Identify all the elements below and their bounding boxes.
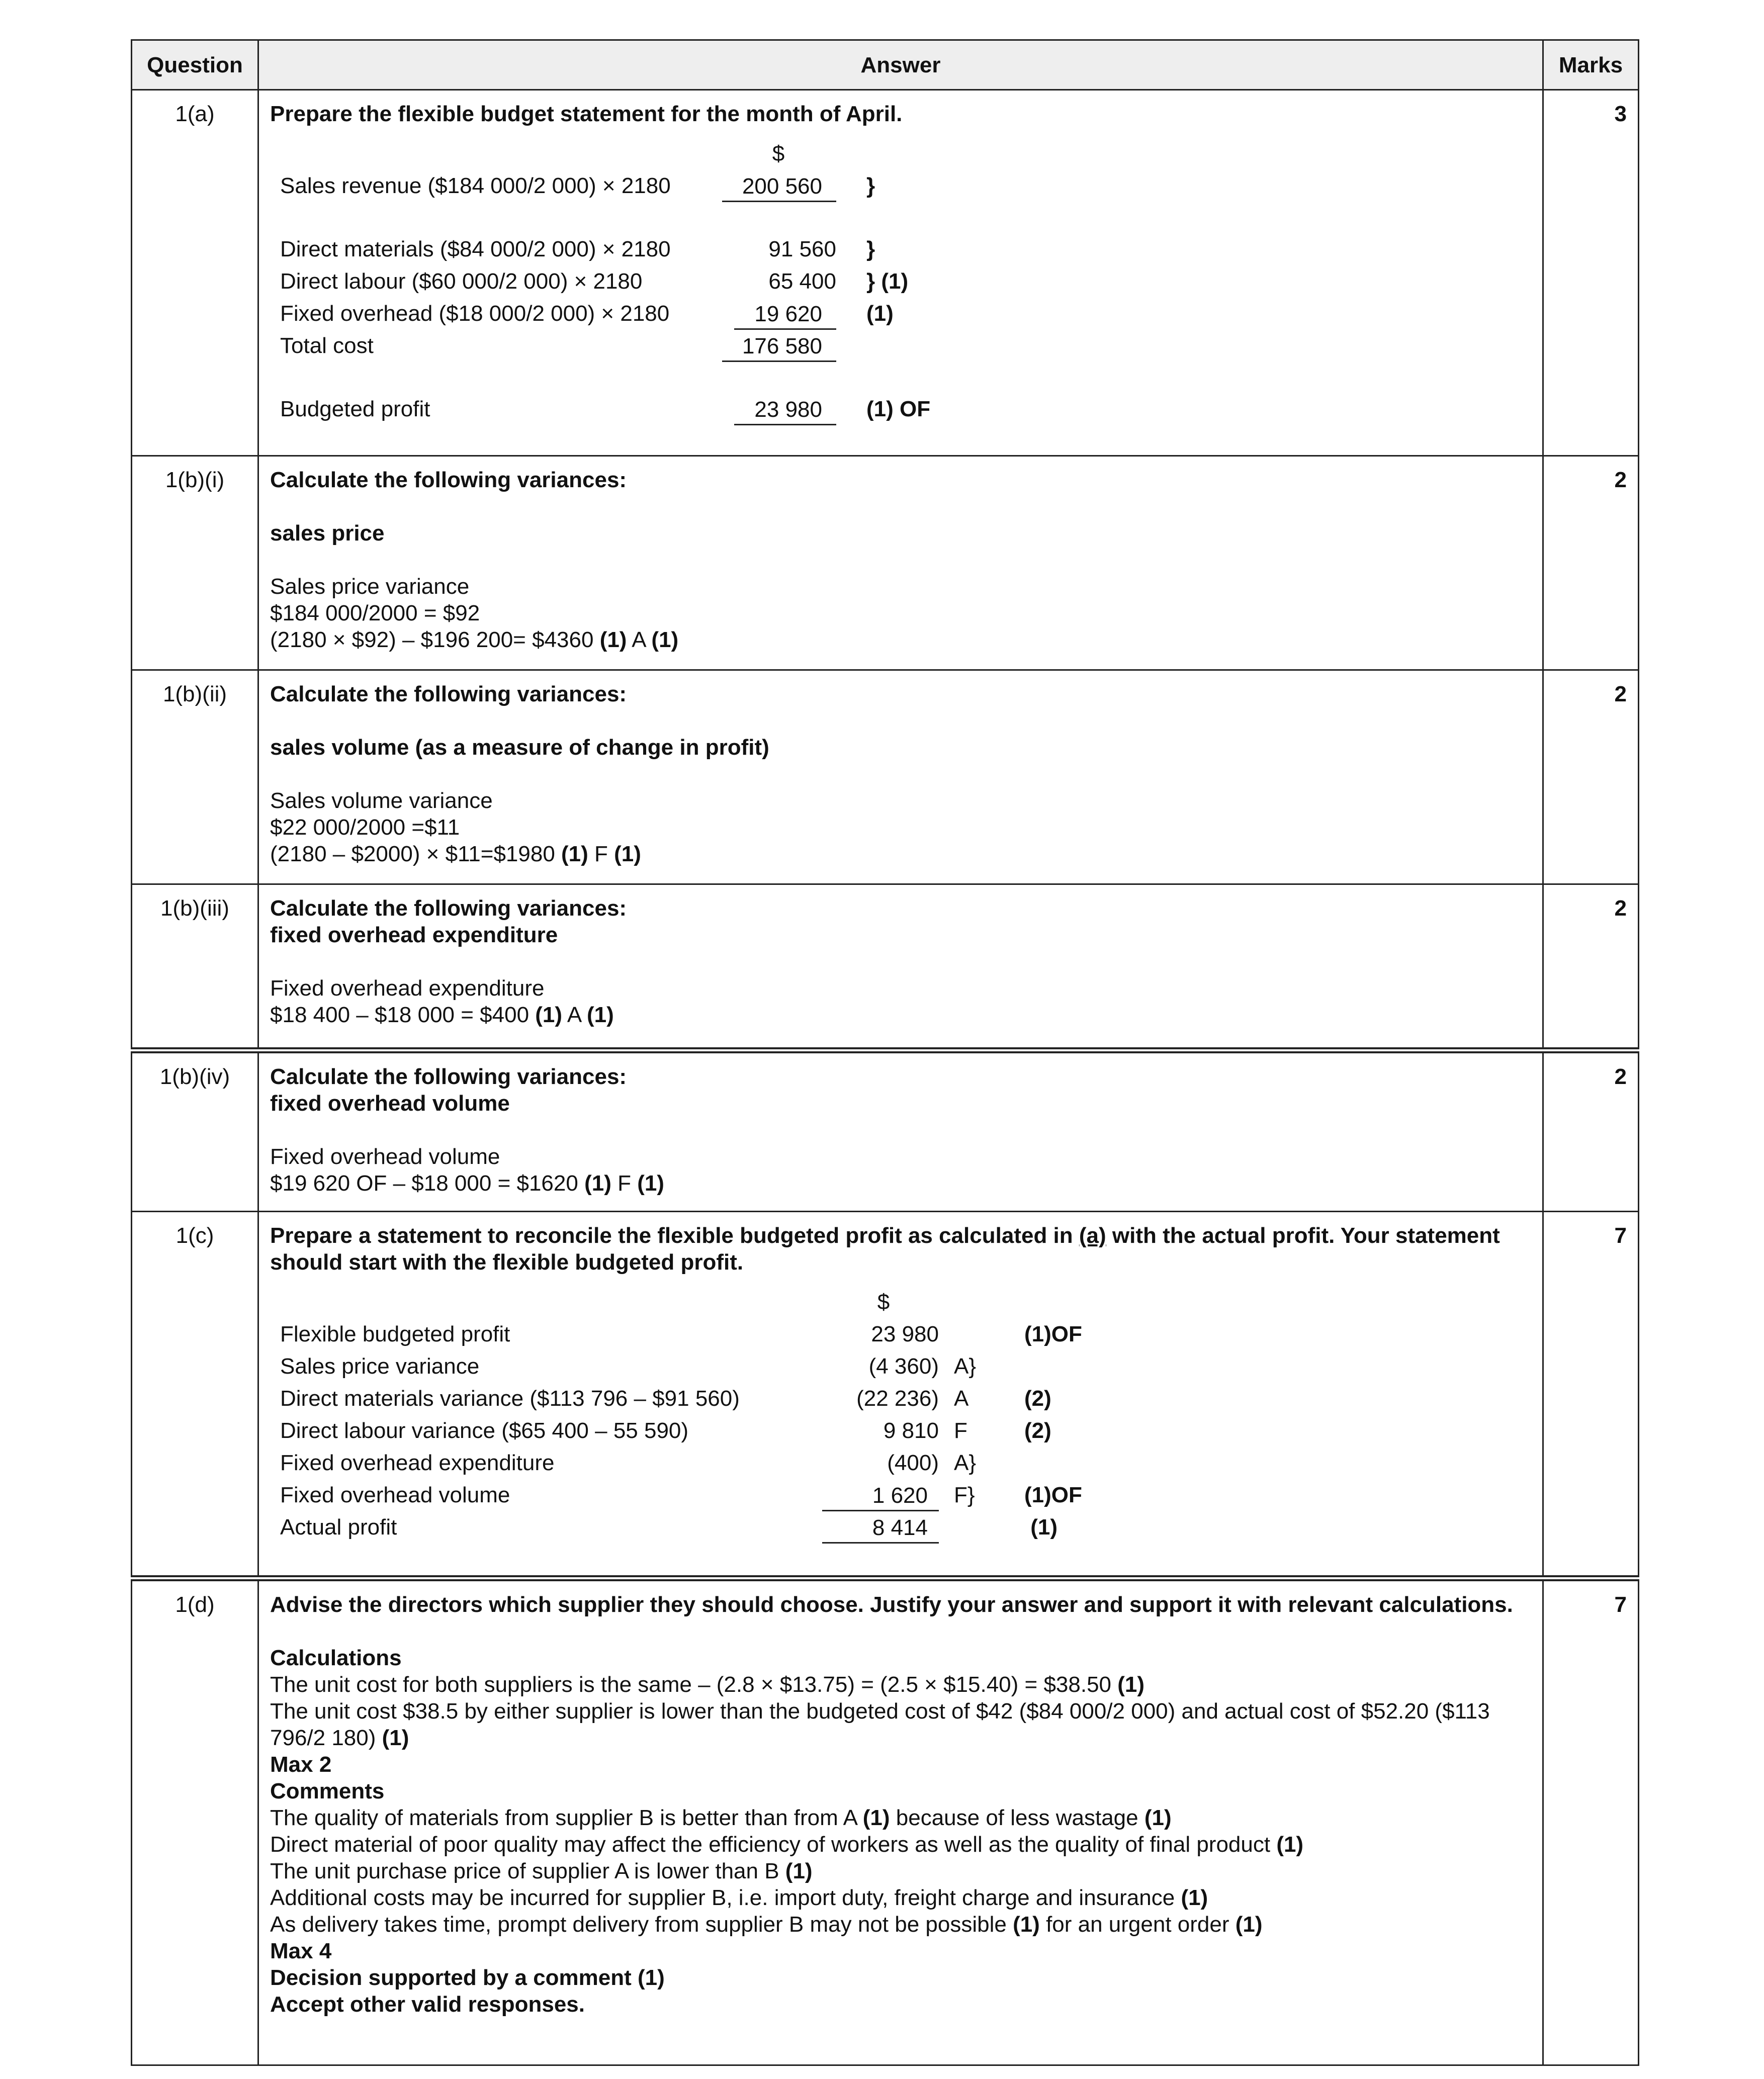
answer-line: Fixed overhead volume bbox=[270, 1144, 500, 1169]
question-subpart: fixed overhead expenditure bbox=[270, 923, 558, 947]
row-mark: (1) OF bbox=[866, 397, 931, 421]
answer-cell bbox=[258, 90, 1543, 456]
question-subpart: fixed overhead volume bbox=[270, 1091, 510, 1116]
row-mark: } bbox=[866, 237, 875, 261]
profit-reconciliation-statement bbox=[280, 1289, 1082, 1546]
answer-line: Sales volume variance bbox=[270, 788, 493, 813]
row-amount: 65 400 bbox=[768, 269, 836, 294]
row-label: Sales revenue ($184 000/2 000) × 2180 bbox=[280, 173, 671, 198]
decision-note: Decision supported by a comment (1) bbox=[270, 1965, 665, 1990]
header-answer: Answer bbox=[258, 40, 1543, 90]
row-label: Direct labour ($60 000/2 000) × 2180 bbox=[280, 269, 643, 294]
question-row-1a bbox=[132, 90, 1639, 456]
question-row-1biii bbox=[132, 884, 1639, 1050]
marks-value: 7 bbox=[1543, 1578, 1639, 2065]
statement-row: Flexible budgeted profit 23 980 (1)OF bbox=[280, 1321, 1082, 1346]
answer-cell bbox=[258, 1578, 1543, 2065]
answer-line: As delivery takes time, prompt delivery from supplier B may not be possible (1) for an urgent order (1) bbox=[270, 1912, 1263, 1937]
answer-cell bbox=[258, 1211, 1543, 1578]
accept-note: Accept other valid responses. bbox=[270, 1992, 585, 2017]
row-label: Budgeted profit bbox=[280, 397, 430, 421]
row-label: Total cost bbox=[280, 333, 374, 358]
max-marks-note: Max 4 bbox=[270, 1939, 332, 1963]
question-row-1c bbox=[132, 1211, 1639, 1578]
calculations-heading: Calculations bbox=[270, 1646, 402, 1670]
max-marks-note: Max 2 bbox=[270, 1752, 332, 1777]
row-label: Direct materials ($84 000/2 000) × 2180 bbox=[280, 237, 671, 261]
answer-line: $18 400 – $18 000 = $400 (1) A (1) bbox=[270, 1003, 614, 1027]
answer-line: Fixed overhead expenditure bbox=[270, 976, 545, 1001]
statement-row: Sales price variance (4 360) A} bbox=[280, 1353, 977, 1379]
question-row-1d bbox=[132, 1578, 1639, 2065]
answer-line: Direct material of poor quality may affect the efficiency of workers as well as the quality of final product (1) bbox=[270, 1832, 1304, 1857]
statement-row bbox=[280, 172, 930, 205]
question-number: 1(b)(i) bbox=[132, 456, 258, 670]
answer-line: The unit purchase price of supplier A is lower than B (1) bbox=[270, 1859, 813, 1883]
answer-line: $19 620 OF – $18 000 = $1620 (1) F (1) bbox=[270, 1170, 664, 1196]
question-prompt: Calculate the following variances: bbox=[270, 468, 627, 492]
question-number: 1(b)(iv) bbox=[132, 1050, 258, 1212]
marks-value: 2 bbox=[1543, 1050, 1639, 1212]
question-prompt: Calculate the following variances: bbox=[270, 682, 627, 706]
question-row-1bii bbox=[132, 670, 1639, 884]
row-label: Fixed overhead ($18 000/2 000) × 2180 bbox=[280, 301, 670, 326]
marks-value: 2 bbox=[1543, 456, 1639, 670]
row-mark bbox=[851, 332, 930, 365]
statement-row bbox=[280, 332, 930, 365]
header-marks: Marks bbox=[1543, 40, 1639, 90]
row-amount: 176 580 bbox=[722, 332, 836, 362]
question-row-1biv bbox=[132, 1050, 1639, 1212]
answer-cell bbox=[258, 670, 1543, 884]
question-number: 1(b)(iii) bbox=[132, 884, 258, 1050]
question-number: 1(d) bbox=[132, 1578, 258, 2065]
statement-row bbox=[280, 396, 930, 428]
comments-heading: Comments bbox=[270, 1779, 385, 1803]
statement-row bbox=[280, 300, 930, 332]
answer-cell bbox=[258, 456, 1543, 670]
answer-line: Additional costs may be incurred for supplier B, i.e. import duty, freight charge and insurance (1) bbox=[270, 1885, 1208, 1910]
question-row-1bi bbox=[132, 456, 1639, 670]
flexible-budget-statement bbox=[280, 140, 930, 428]
marks-value: 3 bbox=[1543, 90, 1639, 456]
answer-cell bbox=[258, 884, 1543, 1050]
question-prompt: Prepare a statement to reconcile the flexible budgeted profit as calculated in (a) with the actual profit. Your statement should start with the flexible budgeted profit. bbox=[270, 1223, 1500, 1275]
part-reference: (a) bbox=[1079, 1223, 1106, 1248]
mark-scheme-table bbox=[131, 39, 1639, 2066]
answer-line: The quality of materials from supplier B is better than from A (1) because of less wastage (1) bbox=[270, 1805, 1172, 1830]
answer-line: (2180 × $92) – $196 200= $4360 (1) A (1) bbox=[270, 627, 679, 652]
statement-row: Direct materials variance ($113 796 – $91 560) (22 236) A (2) bbox=[280, 1386, 1051, 1411]
statement-row: Fixed overhead expenditure (400) A} bbox=[280, 1450, 977, 1475]
answer-line: The unit cost for both suppliers is the same – (2.8 × $13.75) = (2.5 × $15.40) = $38.50 (1) bbox=[270, 1672, 1145, 1697]
question-prompt: Calculate the following variances: bbox=[270, 1064, 627, 1089]
header-question: Question bbox=[132, 40, 258, 90]
question-prompt: Prepare the flexible budget statement for the month of April. bbox=[270, 102, 903, 126]
answer-cell bbox=[258, 1050, 1543, 1212]
currency-header: $ bbox=[877, 1289, 890, 1314]
statement-row: Actual profit 8 414 (1) bbox=[280, 1514, 1082, 1546]
question-prompt: Calculate the following variances: bbox=[270, 896, 627, 921]
statement-row: Direct labour variance ($65 400 – 55 590) 9 810 F (2) bbox=[280, 1418, 1051, 1443]
answer-line: $184 000/2000 = $92 bbox=[270, 601, 480, 625]
question-number: 1(a) bbox=[132, 90, 258, 456]
row-amount: 91 560 bbox=[768, 237, 836, 261]
currency-header: $ bbox=[772, 141, 785, 166]
marks-value: 2 bbox=[1543, 670, 1639, 884]
table-header-row bbox=[132, 40, 1639, 90]
answer-line: (2180 – $2000) × $11=$1980 (1) F (1) bbox=[270, 842, 641, 866]
question-subpart: sales price bbox=[270, 521, 385, 546]
row-mark: } (1) bbox=[866, 269, 909, 294]
row-mark: (1) bbox=[866, 301, 894, 326]
question-number: 1(c) bbox=[132, 1211, 258, 1578]
question-prompt: Advise the directors which supplier they should choose. Justify your answer and support it with relevant calculations. bbox=[270, 1592, 1513, 1617]
statement-row bbox=[280, 236, 930, 268]
marks-value: 7 bbox=[1543, 1211, 1639, 1578]
row-amount: 23 980 bbox=[734, 396, 836, 425]
row-amount: 200 560 bbox=[722, 172, 836, 202]
answer-line: The unit cost $38.5 by either supplier is lower than the budgeted cost of $42 ($84 000/2 000) and actual cost of $52.20 ($113 796/2 180) (1) bbox=[270, 1699, 1490, 1750]
question-number: 1(b)(ii) bbox=[132, 670, 258, 884]
answer-line: $22 000/2000 =$11 bbox=[270, 815, 460, 840]
answer-line: Sales price variance bbox=[270, 574, 470, 599]
row-amount: 19 620 bbox=[734, 300, 836, 330]
statement-row bbox=[280, 268, 930, 300]
statement-row: Fixed overhead volume 1 620 F} (1)OF bbox=[280, 1482, 1082, 1514]
question-subpart: sales volume (as a measure of change in profit) bbox=[270, 735, 769, 760]
marks-value: 2 bbox=[1543, 884, 1639, 1050]
row-mark: } bbox=[866, 173, 875, 198]
